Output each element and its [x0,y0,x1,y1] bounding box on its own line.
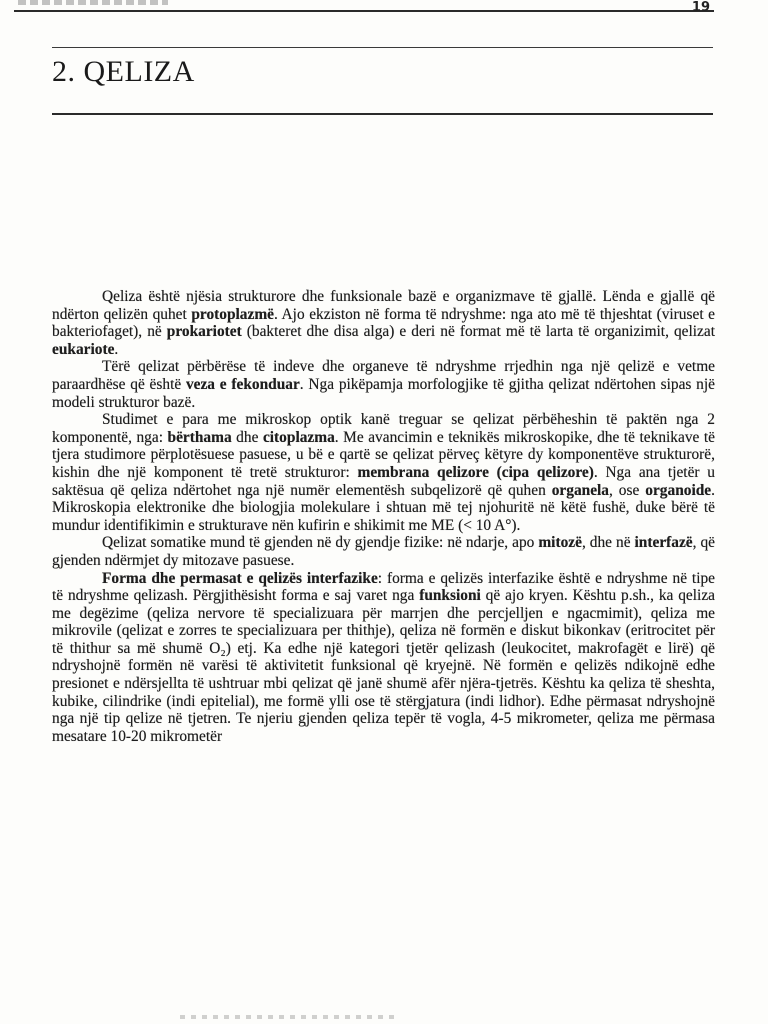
text-run: . Nga ana tjetër u saktësua që qeliza ndërtohet nga një numër elementësh subqelizorë që quhen [52,463,715,499]
bold-term: organoide [645,481,712,499]
bold-term: protoplazmë [191,305,274,323]
paragraph [52,358,715,411]
bottom-edge-smudge [180,1015,400,1019]
bold-term: membrana qelizore (cipa qelizore) [357,463,594,481]
text-run: Qeliza është njësia strukturore dhe funksionale bazë e organizmave të gjallë. Lënda e gjallë që ndërton qelizën quhet [52,288,715,323]
bold-term: prokariotet [166,323,242,341]
body-text [52,288,715,745]
text-run: . Ajo ekziston në forma të ndryshme: nga ato më të thjeshtat (viruset e bakteriofaget), në [52,305,715,341]
text-run: . Nga pikëpamja morfologjike të gjitha qelizat ndërtohen sipas një modeli strukturor bazë. [52,375,715,411]
text-run: : forma e qelizës interfazike është e ndryshme në tipe të ndryshme qelizash. Përgjithësisht forma e saj varet nga [52,569,716,605]
paragraph [52,570,715,746]
text-run: Qelizat somatike mund të gjenden në dy gjendje fizike: në ndarje, apo [102,534,539,552]
text-run: . Mikroskopia elektronike dhe biologjia molekulare i shtuan më tej njohuritë në këtë fushë, duke bërë të mundur identifikimin e strukturave nën kufirin e shikimit me ME (< 10 A°). [52,481,715,534]
text-run: , që gjenden ndërmjet dy mitozave pasuese. [52,534,716,569]
chapter-rule-bottom [52,113,713,115]
text-run: dhe [231,428,263,446]
text-run: , ose [609,481,646,499]
text-run: (bakteret dhe disa alga) e deri në format më të larta të organizimit, qelizat [241,323,715,341]
bold-term: mitozë [538,534,582,552]
bold-term: eukariote [52,340,115,358]
header-rule [14,10,714,12]
text-run: . [114,340,119,358]
bold-term: funksioni [419,587,481,605]
chapter-title: 2. QELIZA [52,55,195,88]
bold-term: interfazë [634,534,693,552]
paragraph [52,534,715,569]
page-number: 19 [691,0,710,15]
chapter-rule-top [52,47,713,48]
top-edge-scrap [18,0,168,5]
bold-term: bërthama [167,428,232,446]
bold-term: Forma dhe permasat e qelizës interfazike [102,569,378,587]
text-run: që ajo kryen. Kështu p.sh., ka qeliza me degëzime (qeliza nervore të specializuara për marrjen dhe percjelljen e ngacmimit), qeliza me mikrovile (qelizat e zorres te specializuara per thithje), qeliza në formën e diskut bikonkav (eritrocitet për të thithur sa më shumë O₂) etj. Ka edhe një kategori tjetër qelizash (leukocitet, makrofagët e lirë) që ndryshojnë formën në varësi të aktivitetit funksional që kryejnë. Në formën e qelizës ndikojnë edhe presionet e ndërsjellta të ushtruar mbi qelizat që janë shumë afër njëra-tjetrës. Kështu ka qeliza të sheshta, kubike, cilindrike (indi epitelial), me formë ylli ose të stërgjatura (indi lidhor). Edhe përmasat ndryshojnë nga një tip qelize në tjetren. Te njeriu gjenden qeliza tepër të vogla, 4-5 mikrometer, qeliza me përmasa mesatare 10-20 mikrometër [52,587,715,745]
text-run: Studimet e para me mikroskop optik kanë treguar se qelizat përbëheshin të paktën nga 2 komponentë, nga: [52,411,715,446]
bold-term: organela [551,481,609,499]
paragraph [52,288,715,358]
bold-term: citoplazma [262,428,335,446]
text-run: Tërë qelizat përbërëse të indeve dhe organeve të ndryshme rrjedhin nga një qelizë e vetme paraardhëse që është [52,358,715,393]
paragraph [52,411,715,534]
bold-term: veza e fekonduar [185,375,300,393]
text-run: . Me avancimin e teknikës mikroskopike, dhe të teknikave të tjera studimore përplotësuese pasuese, u bë e qartë se qelizat përveç këtyre dy komponentëve strukturorë, kishin dhe një komponent të tretë strukturor: [52,428,715,481]
text-run: , dhe në [581,534,635,552]
